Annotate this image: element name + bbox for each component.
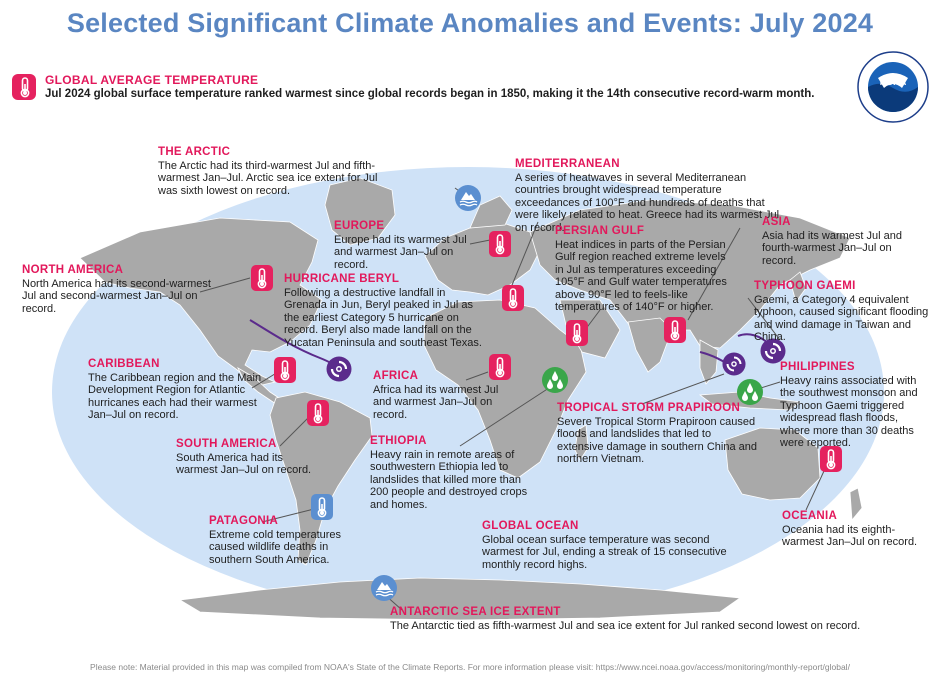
- global-temp-heading: GLOBAL AVERAGE TEMPERATURE: [45, 73, 259, 87]
- label-persian-gulf: PERSIAN GULF Heat indices in parts of the Persian Gulf region reached extreme levels in Jul as temperatures exceeding 105°F and Gulf water temperatures above 90°F led to feels-like temperatures of 140°F or higher.: [555, 225, 727, 313]
- noaa-logo: [856, 50, 930, 124]
- label-north-america: NORTH AMERICA North America had its second-warmest Jul and second-warmest Jan–Jul on record.: [22, 264, 211, 315]
- label-south-america: SOUTH AMERICA South America had its warmest Jan–Jul on record.: [176, 438, 312, 476]
- label-philippines: PHILIPPINES Heavy rains associated with the southwest monsoon and Typhoon Gaemi triggered widespread flash floods, where more than 30 deaths were reported.: [780, 361, 918, 449]
- label-hurricane-beryl: HURRICANE BERYL Following a destructive landfall in Grenada in Jun, Beryl peaked in Jul as the earliest Category 5 hurricane on record. Beryl also made landfall on the Yucatan Peninsula and southeast Texas.: [284, 273, 482, 349]
- label-ethiopia: ETHIOPIA Heavy rain in remote areas of southwestern Ethiopia led to landslides that killed more than 200 people and destroyed crops and homes.: [370, 435, 528, 511]
- marker-antarctic-ice: [371, 575, 397, 601]
- global-temp-text: Jul 2024 global surface temperature ranked warmest since global records began in 1850, making it the 14th consecutive record-warm month.: [45, 88, 815, 100]
- marker-ethiopia-rain: [542, 367, 568, 393]
- label-oceania: OCEANIA Oceania had its eighth-warmest Jan–Jul on record.: [782, 510, 918, 548]
- label-asia: ASIA Asia had its warmest Jul and fourth-warmest Jan–Jul on record.: [762, 216, 903, 267]
- marker-persian-gulf-temp: [566, 320, 588, 346]
- marker-south-america-temp: [307, 400, 329, 426]
- label-caribbean: CARIBBEAN The Caribbean region and the Main Development Region for Atlantic hurricanes each had their warmest Jan–Jul on record.: [88, 358, 262, 421]
- label-patagonia: PATAGONIA Extreme cold temperatures caused wildlife deaths in southern South America.: [209, 515, 342, 566]
- thermometer-icon: [12, 74, 36, 100]
- footnote: Please note: Material provided in this map was compiled from NOAA's State of the Climate Reports. For more information please visit: https://www.ncei.noaa.gov/access/monitoring/monthly-report/global/: [90, 662, 850, 672]
- marker-hurricane-beryl: [327, 357, 352, 382]
- marker-prapiroon: [722, 352, 745, 375]
- marker-asia-temp: [664, 317, 686, 343]
- marker-mediterranean-temp: [502, 285, 524, 311]
- noaa-logo-text: NOAA: [879, 77, 907, 87]
- label-global-ocean: GLOBAL OCEAN Global ocean surface temperature was second warmest for Jul, ending a streak of 15 consecutive monthly record highs.: [482, 520, 727, 571]
- marker-europe-temp: [489, 231, 511, 257]
- label-mediterranean: MEDITERRANEAN A series of heatwaves in several Mediterranean countries brought widespread temperature exceedances of 100°F and hundreds of deaths that were likely related to heat. Greece had its warmest Jul on record.: [515, 158, 780, 234]
- page-title: Selected Significant Climate Anomalies and Events: July 2024: [66, 8, 874, 38]
- label-tropical-storm-prapiroon: TROPICAL STORM PRAPIROON Severe Tropical Storm Prapiroon caused floods and landslides that led to extensive damage in southern China and northern Vietnam.: [557, 402, 757, 465]
- marker-north-america-temp: [251, 265, 273, 291]
- label-africa: AFRICA Africa had its warmest Jul and warmest Jan–Jul on record.: [373, 370, 499, 421]
- label-antarctic: ANTARCTIC SEA ICE EXTENT The Antarctic tied as fifth-warmest Jul and sea ice extent for Jul ranked second lowest on record.: [390, 606, 861, 632]
- marker-arctic-ice: [455, 185, 481, 211]
- label-arctic: THE ARCTIC The Arctic had its third-warmest Jul and fifth-warmest Jan–Jul. Arctic sea ice extent for Jul was sixth lowest on record.: [158, 146, 378, 197]
- marker-oceania-temp: [820, 446, 842, 472]
- label-europe: EUROPE Europe had its warmest Jul and warmest Jan–Jul on record.: [334, 220, 467, 271]
- label-typhoon-gaemi: TYPHOON GAEMI Gaemi, a Category 4 equivalent typhoon, caused significant flooding and wind damage in Taiwan and China.: [754, 280, 929, 343]
